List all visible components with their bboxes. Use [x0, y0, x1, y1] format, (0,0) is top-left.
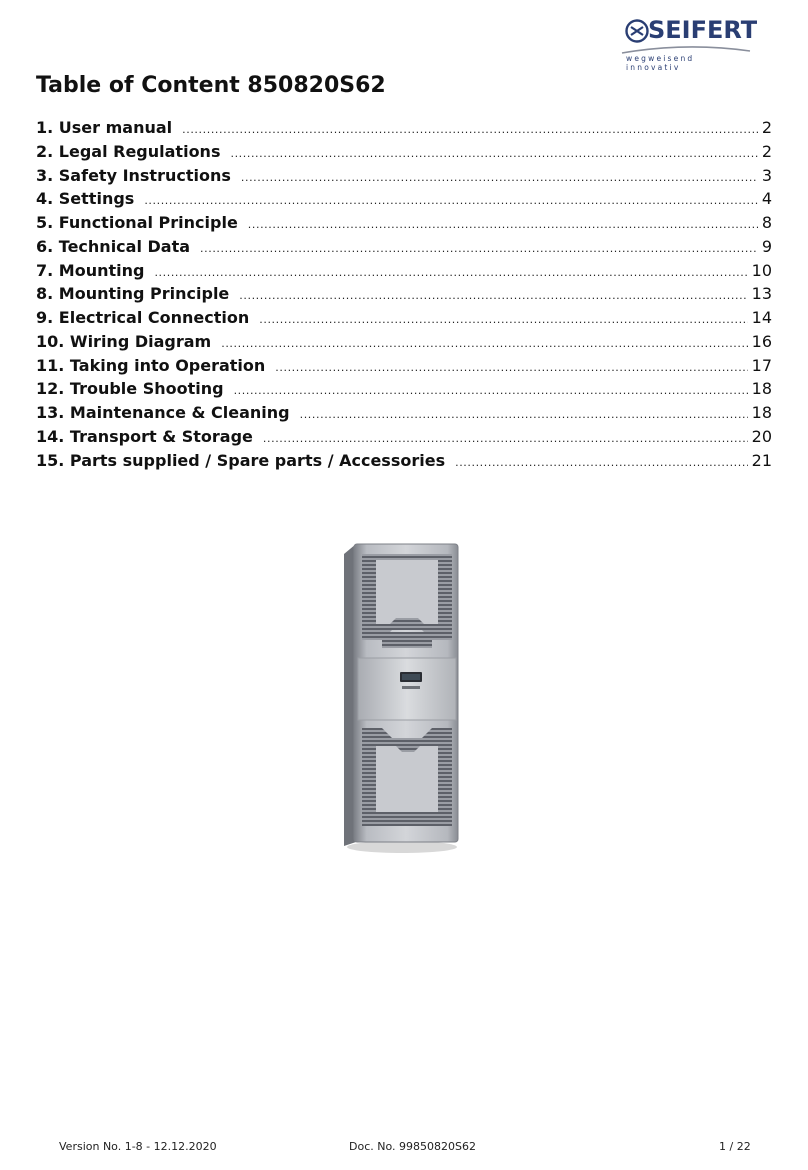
- toc-entry[interactable]: [36, 332, 772, 356]
- toc-leader-dots: [154, 266, 747, 279]
- toc-entry-label: 8. Mounting Principle: [36, 284, 230, 304]
- footer-version: Version No. 1-8 - 12.12.2020: [59, 1140, 217, 1153]
- toc-leader-dots: [300, 408, 748, 421]
- footer-page-number: 1 / 22: [719, 1140, 751, 1153]
- toc-entry[interactable]: [36, 427, 772, 451]
- toc-leader-dots: [263, 432, 748, 445]
- toc-entry-page: 16: [751, 331, 772, 351]
- toc-entry-page: 3: [761, 165, 772, 185]
- toc-entry-label: 13. Maintenance & Cleaning: [36, 403, 290, 422]
- toc-entry-label: 11. Taking into Operation: [36, 355, 266, 375]
- toc-leader-dots: [234, 384, 748, 397]
- toc-leader-dots: [455, 456, 748, 469]
- toc-entry-page: 8: [761, 213, 772, 232]
- toc-entry[interactable]: [36, 189, 772, 213]
- toc-leader-dots: [200, 242, 758, 255]
- table-of-contents: [36, 118, 772, 474]
- toc-entry-label: 12. Trouble Shooting: [36, 379, 224, 399]
- seifert-emblem-icon: [624, 18, 650, 44]
- footer-doc-number: Doc. No. 99850820S62: [349, 1140, 476, 1153]
- toc-entry-label: 2. Legal Regulations: [36, 141, 221, 161]
- toc-entry[interactable]: [36, 356, 772, 380]
- toc-entry-page: 21: [751, 450, 772, 470]
- toc-entry-page: 4: [761, 189, 772, 209]
- toc-entry-page: 2: [761, 141, 772, 161]
- toc-entry-page: 9: [761, 236, 772, 256]
- toc-entry-label: 1. User manual: [36, 118, 173, 137]
- toc-leader-dots: [241, 171, 758, 184]
- toc-entry[interactable]: [36, 142, 772, 166]
- toc-entry[interactable]: [36, 237, 772, 261]
- toc-entry-label: 6. Technical Data: [36, 236, 191, 256]
- toc-entry-label: 3. Safety Instructions: [36, 165, 231, 185]
- toc-entry[interactable]: [36, 261, 772, 285]
- toc-entry[interactable]: [36, 403, 772, 427]
- toc-entry[interactable]: [36, 213, 772, 237]
- toc-entry[interactable]: [36, 166, 772, 190]
- toc-entry-page: 17: [751, 355, 772, 375]
- toc-leader-dots: [182, 123, 758, 136]
- toc-entry[interactable]: [36, 379, 772, 403]
- toc-entry-label: 5. Functional Principle: [36, 213, 238, 232]
- toc-leader-dots: [259, 313, 747, 326]
- toc-entry[interactable]: [36, 284, 772, 308]
- toc-entry-label: 15. Parts supplied / Spare parts / Accessories: [36, 450, 446, 470]
- toc-entry[interactable]: [36, 451, 772, 475]
- toc-entry-page: 18: [751, 403, 772, 422]
- toc-entry-label: 10. Wiring Diagram: [36, 331, 212, 351]
- toc-entry-page: 2: [761, 118, 772, 137]
- toc-entry[interactable]: [36, 118, 772, 142]
- cooling-unit-product-image: [336, 540, 466, 855]
- toc-entry-page: 10: [751, 260, 772, 280]
- toc-entry-page: 18: [751, 379, 772, 399]
- toc-leader-dots: [248, 218, 758, 231]
- toc-leader-dots: [239, 289, 747, 302]
- toc-entry-page: 20: [751, 426, 772, 446]
- seifert-logo: [620, 16, 758, 72]
- toc-entry-page: 13: [751, 284, 772, 304]
- page-title: Table of Content 850820S62: [36, 73, 386, 98]
- toc-entry-label: 14. Transport & Storage: [36, 426, 253, 446]
- toc-leader-dots: [230, 147, 757, 160]
- toc-entry-label: 9. Electrical Connection: [36, 308, 250, 327]
- toc-leader-dots: [144, 194, 758, 207]
- toc-entry-label: 7. Mounting: [36, 260, 145, 280]
- toc-leader-dots: [221, 337, 747, 350]
- toc-entry-page: 14: [751, 308, 772, 327]
- brand-name: SEIFERT: [648, 16, 758, 44]
- brand-tagline: wegweisend innovativ: [626, 54, 695, 72]
- toc-leader-dots: [275, 361, 747, 374]
- toc-entry-label: 4. Settings: [36, 189, 135, 209]
- toc-entry[interactable]: [36, 308, 772, 332]
